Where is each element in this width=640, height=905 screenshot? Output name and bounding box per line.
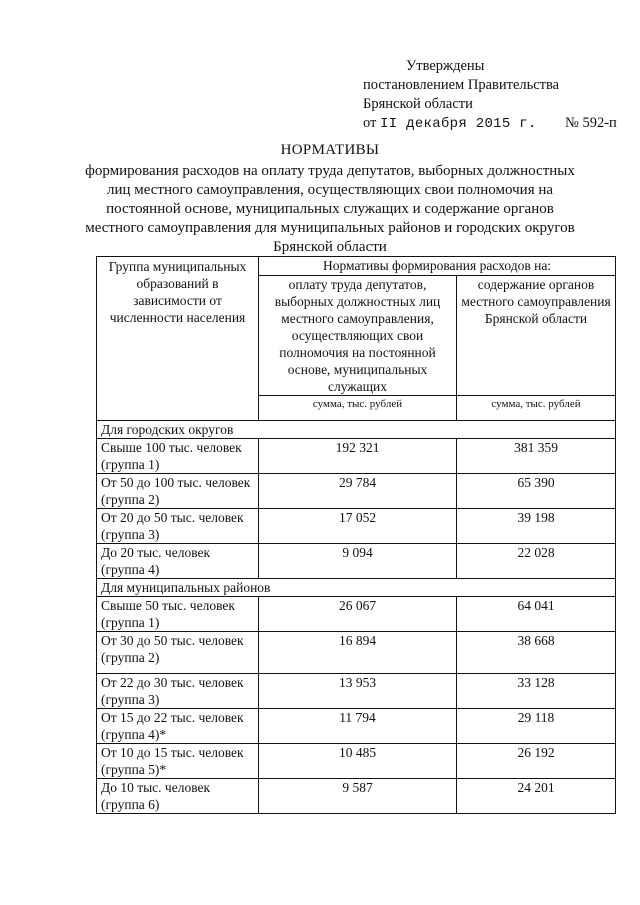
norms-group-header: Нормативы формирования расходов на: bbox=[259, 257, 616, 276]
col-group-header: Группа муниципальных образований в зависимости от численности населения bbox=[97, 257, 259, 421]
labor-value-cell: 13 953 bbox=[259, 674, 457, 709]
labor-value-cell: 9 094 bbox=[259, 544, 457, 579]
norms-table bbox=[96, 256, 616, 814]
table-row bbox=[97, 744, 616, 779]
upkeep-value-cell: 26 192 bbox=[457, 744, 616, 779]
unit-upkeep: сумма, тыс. рублей bbox=[457, 396, 616, 421]
upkeep-value-cell: 24 201 bbox=[457, 779, 616, 814]
approval-number: № 592-п bbox=[565, 115, 617, 131]
approval-line-2: постановлением Правительства bbox=[363, 77, 560, 93]
group-cell: До 10 тыс. человек (группа 6) bbox=[97, 779, 259, 814]
table-row bbox=[97, 474, 616, 509]
approval-line-1: Утверждены bbox=[406, 58, 485, 74]
upkeep-value-cell: 22 028 bbox=[457, 544, 616, 579]
table-section-row bbox=[97, 579, 616, 597]
group-cell: Свыше 50 тыс. человек (группа 1) bbox=[97, 597, 259, 632]
col-labor-header: оплату труда депутатов, выборных должностных лиц местного самоуправления, осуществляющих свои полномочия на постоянной основе, муниципальных служащих bbox=[259, 276, 457, 396]
upkeep-value-cell: 38 668 bbox=[457, 632, 616, 674]
group-cell: От 20 до 50 тыс. человек (группа 3) bbox=[97, 509, 259, 544]
approval-date: II декабря 2015 г. bbox=[380, 116, 537, 132]
title-heading: НОРМАТИВЫ bbox=[280, 142, 380, 158]
table-row bbox=[97, 709, 616, 744]
table-row bbox=[97, 544, 616, 579]
unit-labor: сумма, тыс. рублей bbox=[259, 396, 457, 421]
labor-value-cell: 26 067 bbox=[259, 597, 457, 632]
upkeep-value-cell: 65 390 bbox=[457, 474, 616, 509]
group-cell: От 50 до 100 тыс. человек (группа 2) bbox=[97, 474, 259, 509]
section-title: Для муниципальных районов bbox=[97, 579, 616, 597]
labor-value-cell: 16 894 bbox=[259, 632, 457, 674]
upkeep-value-cell: 64 041 bbox=[457, 597, 616, 632]
upkeep-value-cell: 381 359 bbox=[457, 439, 616, 474]
table-row bbox=[97, 779, 616, 814]
upkeep-value-cell: 29 118 bbox=[457, 709, 616, 744]
group-cell: От 22 до 30 тыс. человек (группа 3) bbox=[97, 674, 259, 709]
table-row bbox=[97, 509, 616, 544]
upkeep-value-cell: 39 198 bbox=[457, 509, 616, 544]
table-row bbox=[97, 439, 616, 474]
col-upkeep-header: содержание органов местного самоуправления Брянской области bbox=[457, 276, 616, 396]
title-line-2: лиц местного самоуправления, осуществляющих свои полномочия на bbox=[106, 182, 554, 198]
labor-value-cell: 10 485 bbox=[259, 744, 457, 779]
labor-value-cell: 17 052 bbox=[259, 509, 457, 544]
date-prefix: от bbox=[363, 115, 377, 131]
group-cell: От 15 до 22 тыс. человек (группа 4)* bbox=[97, 709, 259, 744]
section-title: Для городских округов bbox=[97, 421, 616, 439]
table-row bbox=[97, 632, 616, 674]
document-title bbox=[60, 141, 600, 257]
approval-line-3: Брянской области bbox=[363, 96, 473, 112]
table-row bbox=[97, 597, 616, 632]
table-section-row bbox=[97, 421, 616, 439]
title-line-3: постоянной основе, муниципальных служащих и содержание органов bbox=[106, 201, 554, 217]
group-cell: Свыше 100 тыс. человек (группа 1) bbox=[97, 439, 259, 474]
labor-value-cell: 29 784 bbox=[259, 474, 457, 509]
approval-block bbox=[363, 57, 617, 134]
title-line-5: Брянской области bbox=[273, 239, 387, 255]
table-header-row bbox=[97, 257, 616, 276]
upkeep-value-cell: 33 128 bbox=[457, 674, 616, 709]
labor-value-cell: 9 587 bbox=[259, 779, 457, 814]
table-row bbox=[97, 674, 616, 709]
group-cell: От 30 до 50 тыс. человек (группа 2) bbox=[97, 632, 259, 674]
title-line-4: местного самоуправления для муниципальных районов и городских округов bbox=[85, 220, 575, 236]
labor-value-cell: 11 794 bbox=[259, 709, 457, 744]
group-cell: От 10 до 15 тыс. человек (группа 5)* bbox=[97, 744, 259, 779]
labor-value-cell: 192 321 bbox=[259, 439, 457, 474]
title-line-1: формирования расходов на оплату труда депутатов, выборных должностных bbox=[85, 163, 575, 179]
group-cell: До 20 тыс. человек (группа 4) bbox=[97, 544, 259, 579]
approval-date-line bbox=[363, 114, 617, 134]
